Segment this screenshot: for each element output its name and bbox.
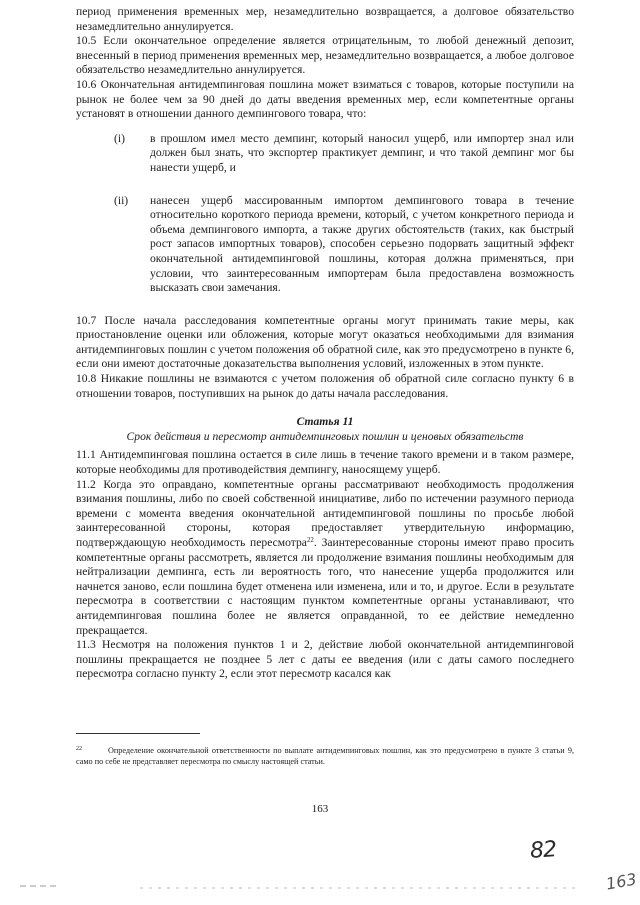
list-item-number: (i) xyxy=(114,131,125,145)
paragraph-continued: период применения временных мер, незамедлительно возвращается, а долговое обязательство незамедлительно аннулируется. xyxy=(76,5,574,33)
footnote-text: Определение окончательной ответственности по выплате антидемпинговых пошлин, как это предусмотрено в пункте 3 статьи 9, само по себе не представляет пересмотра по смыслу настоящей статьи. xyxy=(76,746,574,766)
article-title: Статья 11 xyxy=(296,415,354,429)
list-item-text: нанесен ущерб массированным импортом демпингового товара в течение относительно короткого периода времени, который, с учетом конкретного периода и объема демпингового импорта, а также других обстоятельств (таких, как быстрый рост запасов импортных товаров), способен серьезно подорвать защитный эффект окончательной антидемпинговой пошлины, которая должна применяться, при условии, что заинтересованным импортерам была предоставлена возможность высказать свои замечания. xyxy=(150,193,574,295)
list-item-number: (ii) xyxy=(114,193,129,207)
list-item-i xyxy=(76,132,574,176)
main-text xyxy=(76,5,574,682)
paragraph-10-8: 10.8 Никакие пошлины не взимаются с учетом положения об обратной силе согласно пункту 6 в отношении товаров, поступивших на рынок до даты начала расследования. xyxy=(76,372,574,400)
paragraph-11-3: 11.3 Несмотря на положения пунктов 1 и 2, действие любой окончательной антидемпинговой пошлины прекращается не позднее 5 лет с даты ее введения (или с даты самого последнего пересмотра согласно пункту 2, если этот пересмотр касался как xyxy=(76,638,574,681)
page-number: 163 xyxy=(311,803,329,815)
list-item-text: в прошлом имел место демпинг, который наносил ущерб, или импортер знал или должен был знать, что экспортер практикует демпинг, и что такой демпинг мог бы нанести ущерб, и xyxy=(150,131,574,174)
handwritten-number: 82 xyxy=(529,837,557,864)
paragraph-10-6: 10.6 Окончательная антидемпинговая пошлина может взиматься с товаров, которые поступили на рынок не более чем за 90 дней до даты введения временных мер, если компетентные органы установят в отношении данного демпингового товара, что: xyxy=(76,77,574,121)
footnote xyxy=(76,744,574,767)
paragraph-10-7: 10.7 После начала расследования компетентные органы могут принимать такие меры, как приостановление оценки или обложения, которые могут оказаться необходимыми для взимания антидемпинговых пошлин с учетом положения об обратной силе, как это предусмотрено в пункте 6, если они имеют достаточные доказательства выполнения условий, изложенных в этом пункте. xyxy=(76,313,574,371)
list-item-ii xyxy=(76,194,574,296)
paragraph-11-1: 11.1 Антидемпинговая пошлина остается в силе лишь в течение такого времени и в таком размере, которые необходимы для противодействия демпингу, наносящему ущерб. xyxy=(76,448,574,477)
scan-artifact-marks xyxy=(20,882,620,902)
corner-handwritten-mark: 163 xyxy=(604,869,638,894)
article-subtitle: Срок действия и пересмотр антидемпинговых пошлин и ценовых обязательств xyxy=(126,429,524,443)
paragraph-11-2-end: . Заинтересованные стороны имеют право просить компетентные органы рассмотреть, является ли продолжение взимания пошлины необходимым для нейтрализации демпинга, есть ли вероятность того, что нанесение ущерба продолжится или начнется заново, если пошлина будет отменена или изменена, или и то, и другое. Если в результате пересмотра в соответствии с настоящим пунктом компетентные органы устанавливают, что антидемпинговая пошлина более не является оправданной, то ее действие немедленно прекращается. xyxy=(76,536,574,637)
footnote-mark: 22 xyxy=(76,746,82,752)
paragraph-10-5: 10.5 Если окончательное определение является отрицательным, то любой денежный депозит, внесенный в период применения временных мер, незамедлительно возвращается, а любое долговое обязательство незамедлительно аннулируется. xyxy=(76,34,574,77)
footnote-divider xyxy=(76,733,200,734)
paragraph-11-2-start: 11.2 Когда это оправдано, компетентные органы рассматривают необходимость продолжения взимания пошлины, либо по своей собственной инициативе, либо по истечении разумного периода времени с момента введения окончательной антидемпинговой пошлины по просьбе любой заинтересованной стороны, которая предоставляет утвердительную информацию, подтверждающую необходимость пересмотра xyxy=(76,477,574,549)
footnote-reference: 22 xyxy=(306,536,314,544)
paragraph-11-2 xyxy=(76,478,574,639)
